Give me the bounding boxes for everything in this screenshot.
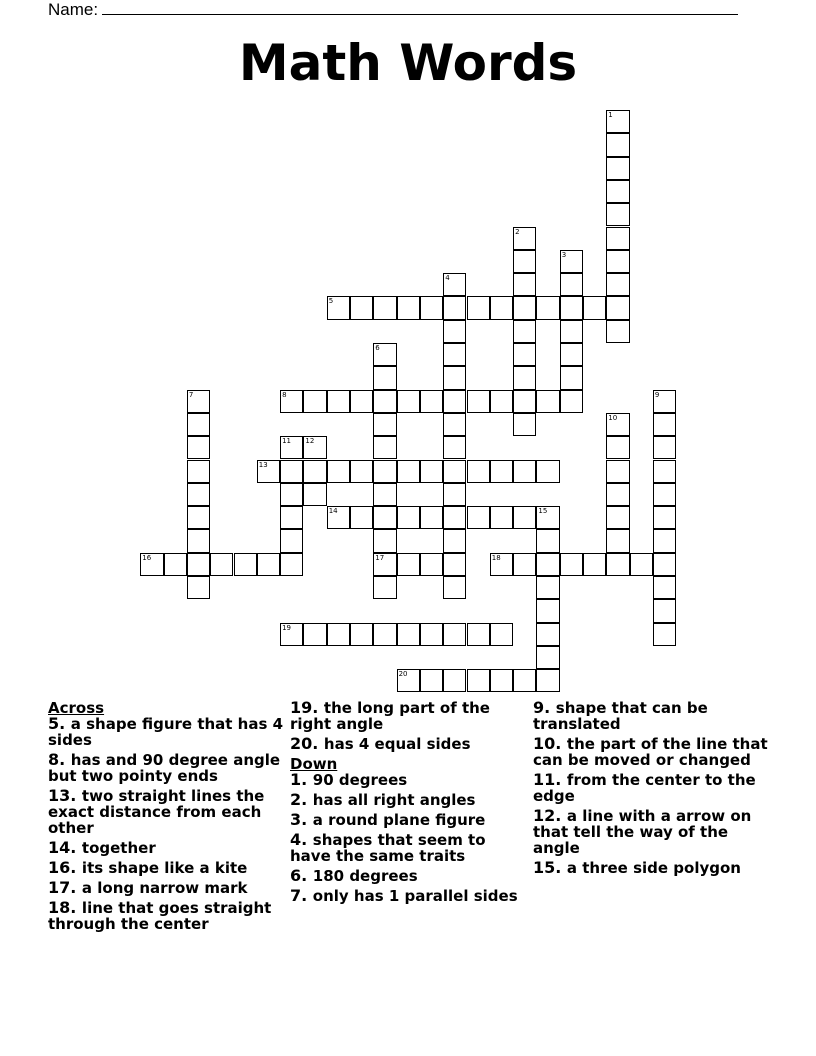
crossword-cell[interactable] (536, 506, 559, 529)
crossword-cell[interactable] (536, 646, 559, 669)
clue-item-text: the part of the line that can be moved or changed (533, 735, 768, 769)
crossword-cell[interactable] (653, 483, 676, 506)
clue-item-number: 10. (533, 734, 567, 753)
crossword-cell[interactable] (513, 553, 536, 576)
clue-column-3 (533, 700, 773, 880)
crossword-cell[interactable] (653, 529, 676, 552)
clue-item-text: together (81, 839, 156, 857)
crossword-cell[interactable] (443, 343, 466, 366)
clue-number: 6 (375, 344, 380, 352)
crossword-cell[interactable] (467, 296, 490, 319)
crossword-cell[interactable] (536, 576, 559, 599)
crossword-cell[interactable] (513, 250, 536, 273)
crossword-cell[interactable] (373, 623, 396, 646)
crossword-cell[interactable] (373, 296, 396, 319)
clue-item (48, 752, 288, 784)
crossword-cell[interactable] (443, 483, 466, 506)
crossword-cell[interactable] (653, 553, 676, 576)
crossword-cell[interactable] (606, 227, 629, 250)
clue-item-number: 9. (533, 698, 556, 717)
crossword-cell[interactable] (443, 320, 466, 343)
clue-item (533, 860, 773, 876)
crossword-cell[interactable] (397, 296, 420, 319)
crossword-cell[interactable] (280, 623, 303, 646)
clue-item-number: 6. (290, 866, 313, 885)
crossword-cell[interactable] (536, 623, 559, 646)
crossword-cell[interactable] (490, 296, 513, 319)
crossword-cell[interactable] (420, 506, 443, 529)
crossword-cell[interactable] (280, 506, 303, 529)
clue-item-number: 7. (290, 886, 313, 905)
clue-item (533, 700, 773, 732)
clue-number: 15 (538, 507, 548, 516)
crossword-cell[interactable] (653, 413, 676, 436)
clue-number: 12 (305, 437, 315, 446)
crossword-cell[interactable] (606, 483, 629, 506)
clue-item-number: 17. (48, 878, 82, 897)
crossword-cell[interactable] (373, 529, 396, 552)
crossword-cell[interactable] (606, 133, 629, 156)
clue-number: 16 (142, 553, 152, 562)
crossword-cell[interactable] (560, 390, 583, 413)
crossword-cell[interactable] (443, 576, 466, 599)
clue-item-number: 16. (48, 858, 82, 877)
crossword-cell[interactable] (420, 669, 443, 692)
crossword-cell[interactable] (560, 320, 583, 343)
crossword-cell[interactable] (373, 366, 396, 389)
crossword-cell[interactable] (490, 460, 513, 483)
clue-item (290, 792, 530, 808)
clue-item-text: its shape like a kite (81, 859, 248, 877)
clue-number: 3 (561, 250, 567, 259)
crossword-cell[interactable] (443, 273, 466, 296)
crossword-cell[interactable] (327, 506, 350, 529)
clue-item-text: shapes that seem to have the same traits (290, 831, 486, 865)
clue-item (48, 880, 288, 896)
clue-item (533, 772, 773, 804)
crossword-cell[interactable] (536, 599, 559, 622)
clue-item-number: 8. (48, 750, 71, 769)
crossword-cell[interactable] (303, 460, 326, 483)
clue-item-text: 180 degrees (312, 867, 418, 885)
crossword-cell[interactable] (606, 180, 629, 203)
crossword-cell[interactable] (187, 436, 210, 459)
across-heading: Across (48, 699, 105, 717)
clue-number: 9 (654, 390, 660, 399)
clue-item-text: two straight lines the exact distance from each other (48, 787, 265, 837)
clue-item-number: 13. (48, 786, 82, 805)
clue-item (290, 868, 530, 884)
crossword-cell[interactable] (513, 506, 536, 529)
clue-item-text: line that goes straight through the center (48, 899, 272, 933)
crossword-cell[interactable] (653, 623, 676, 646)
crossword-cell[interactable] (513, 273, 536, 296)
crossword-cell[interactable] (443, 436, 466, 459)
crossword-cell[interactable] (257, 553, 280, 576)
crossword-cell[interactable] (443, 296, 466, 319)
crossword-cell[interactable] (560, 553, 583, 576)
crossword-cell[interactable] (373, 343, 396, 366)
clue-item-number: 1. (290, 770, 313, 789)
crossword-cell[interactable] (373, 483, 396, 506)
crossword-cell[interactable] (536, 669, 559, 692)
clue-item (290, 736, 530, 752)
crossword-cell[interactable] (630, 553, 653, 576)
crossword-cell[interactable] (606, 529, 629, 552)
crossword-cell[interactable] (560, 296, 583, 319)
clue-item-text: shape that can be translated (533, 699, 708, 733)
crossword-cell[interactable] (327, 623, 350, 646)
crossword-cell[interactable] (350, 296, 373, 319)
crossword-cell[interactable] (397, 669, 420, 692)
crossword-cell[interactable] (234, 553, 257, 576)
clue-item-text: 90 degrees (312, 771, 408, 789)
clue-column-1 (48, 700, 288, 936)
crossword-cell[interactable] (303, 390, 326, 413)
clue-item-text: has all right angles (312, 791, 476, 809)
crossword-cell[interactable] (373, 460, 396, 483)
crossword-cell[interactable] (653, 436, 676, 459)
clue-item (48, 900, 288, 932)
clue-number: 8 (282, 390, 287, 399)
crossword-cell[interactable] (513, 296, 536, 319)
crossword-cell[interactable] (420, 623, 443, 646)
clue-item (48, 716, 288, 748)
crossword-cell[interactable] (303, 483, 326, 506)
crossword-cell[interactable] (210, 553, 233, 576)
clue-item-number: 14. (48, 838, 82, 857)
crossword-cell[interactable] (536, 296, 559, 319)
crossword-cell[interactable] (327, 460, 350, 483)
clue-item (290, 832, 530, 864)
page-title: Math Words (238, 34, 578, 92)
crossword-cell[interactable] (280, 390, 303, 413)
clue-item (290, 772, 530, 788)
clue-item-text: a round plane figure (312, 811, 486, 829)
clue-item-text: from the center to the edge (533, 771, 756, 805)
crossword-cell[interactable] (490, 390, 513, 413)
crossword-cell[interactable] (653, 390, 676, 413)
clue-item-text: a shape figure that has 4 sides (48, 715, 284, 749)
crossword-cell[interactable] (536, 460, 559, 483)
crossword-cell[interactable] (606, 273, 629, 296)
clue-item (290, 888, 530, 904)
crossword-cell[interactable] (513, 669, 536, 692)
crossword-cell[interactable] (443, 529, 466, 552)
clue-item (48, 860, 288, 876)
clue-item (48, 840, 288, 856)
clue-item (290, 700, 530, 732)
crossword-cell[interactable] (606, 506, 629, 529)
crossword-cell[interactable] (606, 436, 629, 459)
crossword-cell[interactable] (327, 296, 350, 319)
crossword-cell[interactable] (560, 250, 583, 273)
clue-number: 17 (375, 553, 385, 562)
crossword-cell[interactable] (536, 529, 559, 552)
clue-item (533, 736, 773, 768)
crossword-cell[interactable] (420, 460, 443, 483)
crossword-cell[interactable] (606, 110, 629, 133)
crossword-cell[interactable] (397, 390, 420, 413)
crossword-cell[interactable] (373, 413, 396, 436)
crossword-cell[interactable] (187, 576, 210, 599)
crossword-cell[interactable] (397, 553, 420, 576)
crossword-cell[interactable] (187, 483, 210, 506)
clue-number: 7 (188, 390, 194, 399)
crossword-cell[interactable] (397, 460, 420, 483)
crossword-cell[interactable] (490, 669, 513, 692)
crossword-cell[interactable] (420, 553, 443, 576)
crossword-cell[interactable] (443, 623, 466, 646)
crossword-cell[interactable] (350, 623, 373, 646)
crossword-cell[interactable] (467, 460, 490, 483)
crossword-cell[interactable] (560, 366, 583, 389)
crossword-cell[interactable] (513, 227, 536, 250)
crossword-cell[interactable] (303, 623, 326, 646)
clue-item-text: a three side polygon (566, 859, 741, 877)
crossword-cell[interactable] (513, 413, 536, 436)
clue-item-text: a line with a arrow on that tell the way of the angle (533, 807, 752, 857)
crossword-cell[interactable] (140, 553, 163, 576)
crossword-cell[interactable] (280, 529, 303, 552)
crossword-cell[interactable] (397, 506, 420, 529)
clue-item-number: 11. (533, 770, 567, 789)
crossword-cell[interactable] (420, 390, 443, 413)
crossword-cell[interactable] (350, 390, 373, 413)
clue-item-text: only has 1 parallel sides (312, 887, 518, 905)
crossword-cell[interactable] (560, 343, 583, 366)
crossword-cell[interactable] (467, 669, 490, 692)
crossword-cell[interactable] (187, 553, 210, 576)
clue-item-number: 3. (290, 810, 313, 829)
crossword-cell[interactable] (443, 506, 466, 529)
clue-number: 14 (328, 507, 338, 516)
crossword-cell[interactable] (443, 413, 466, 436)
crossword-cell[interactable] (606, 296, 629, 319)
crossword-cell[interactable] (350, 460, 373, 483)
crossword-cell[interactable] (303, 436, 326, 459)
clue-item-number: 12. (533, 806, 567, 825)
clue-number: 13 (258, 460, 268, 469)
crossword-cell[interactable] (373, 553, 396, 576)
crossword-cell[interactable] (443, 460, 466, 483)
crossword-cell[interactable] (653, 576, 676, 599)
crossword-cell[interactable] (606, 203, 629, 226)
crossword-cell[interactable] (490, 553, 513, 576)
clue-item-number: 2. (290, 790, 313, 809)
crossword-cell[interactable] (187, 460, 210, 483)
crossword-cell[interactable] (443, 366, 466, 389)
crossword-cell[interactable] (373, 576, 396, 599)
crossword-cell[interactable] (606, 413, 629, 436)
crossword-cell[interactable] (467, 506, 490, 529)
crossword-cell[interactable] (513, 460, 536, 483)
crossword-cell[interactable] (536, 553, 559, 576)
clue-item-number: 4. (290, 830, 313, 849)
crossword-cell[interactable] (257, 460, 280, 483)
crossword-cell[interactable] (187, 529, 210, 552)
crossword-cell[interactable] (187, 506, 210, 529)
crossword-cell[interactable] (467, 390, 490, 413)
crossword-cell[interactable] (420, 296, 443, 319)
clue-number: 2 (515, 227, 520, 236)
clue-item-text: has and 90 degree angle but two pointy ends (48, 751, 281, 785)
crossword-cell[interactable] (513, 343, 536, 366)
clue-column-2 (290, 700, 530, 908)
crossword-cell[interactable] (467, 623, 490, 646)
crossword-cell[interactable] (536, 390, 559, 413)
crossword-cell[interactable] (280, 460, 303, 483)
crossword-cell[interactable] (280, 436, 303, 459)
clue-item-text: the long part of the right angle (290, 699, 490, 733)
crossword-cell[interactable] (513, 390, 536, 413)
clue-item-text: a long narrow mark (81, 879, 248, 897)
clue-number: 4 (445, 274, 450, 283)
crossword-cell[interactable] (187, 390, 210, 413)
crossword-cell[interactable] (583, 553, 606, 576)
crossword-cell[interactable] (653, 506, 676, 529)
clue-item (48, 788, 288, 836)
crossword-cell[interactable] (513, 366, 536, 389)
crossword-cell[interactable] (606, 250, 629, 273)
crossword-cell[interactable] (187, 413, 210, 436)
crossword-cell[interactable] (373, 506, 396, 529)
clue-item-number: 5. (48, 714, 71, 733)
crossword-cell[interactable] (373, 436, 396, 459)
clue-item-number: 20. (290, 734, 324, 753)
clue-number: 5 (328, 297, 334, 306)
crossword-cell[interactable] (653, 460, 676, 483)
clue-item-number: 18. (48, 898, 82, 917)
crossword-cell[interactable] (397, 623, 420, 646)
crossword-cell[interactable] (490, 623, 513, 646)
crossword-cell[interactable] (606, 553, 629, 576)
crossword-cell[interactable] (560, 273, 583, 296)
crossword-cell[interactable] (583, 296, 606, 319)
clue-number: 19 (282, 623, 292, 632)
clue-number: 1 (608, 111, 613, 119)
crossword-cell[interactable] (373, 390, 396, 413)
crossword-cell[interactable] (606, 320, 629, 343)
clue-item-number: 19. (290, 698, 324, 717)
crossword-cell[interactable] (606, 460, 629, 483)
clue-number: 18 (491, 553, 501, 562)
clue-item (533, 808, 773, 856)
crossword-cell[interactable] (280, 483, 303, 506)
crossword-cell[interactable] (350, 506, 373, 529)
crossword-cell[interactable] (443, 669, 466, 692)
crossword-cell[interactable] (443, 553, 466, 576)
clue-item-text: has 4 equal sides (323, 735, 471, 753)
name-label: Name: (48, 0, 99, 19)
crossword-cell[interactable] (490, 506, 513, 529)
clue-number: 20 (398, 670, 408, 679)
clue-item (290, 812, 530, 828)
clue-item-number: 15. (533, 858, 567, 877)
crossword-cell[interactable] (280, 553, 303, 576)
crossword-cell[interactable] (327, 390, 350, 413)
crossword-cell[interactable] (653, 599, 676, 622)
crossword-cell[interactable] (606, 157, 629, 180)
crossword-cell[interactable] (443, 390, 466, 413)
clue-number: 10 (608, 413, 618, 422)
crossword-cell[interactable] (513, 320, 536, 343)
down-heading: Down (290, 755, 338, 773)
crossword-cell[interactable] (164, 553, 187, 576)
clue-number: 11 (282, 437, 292, 446)
